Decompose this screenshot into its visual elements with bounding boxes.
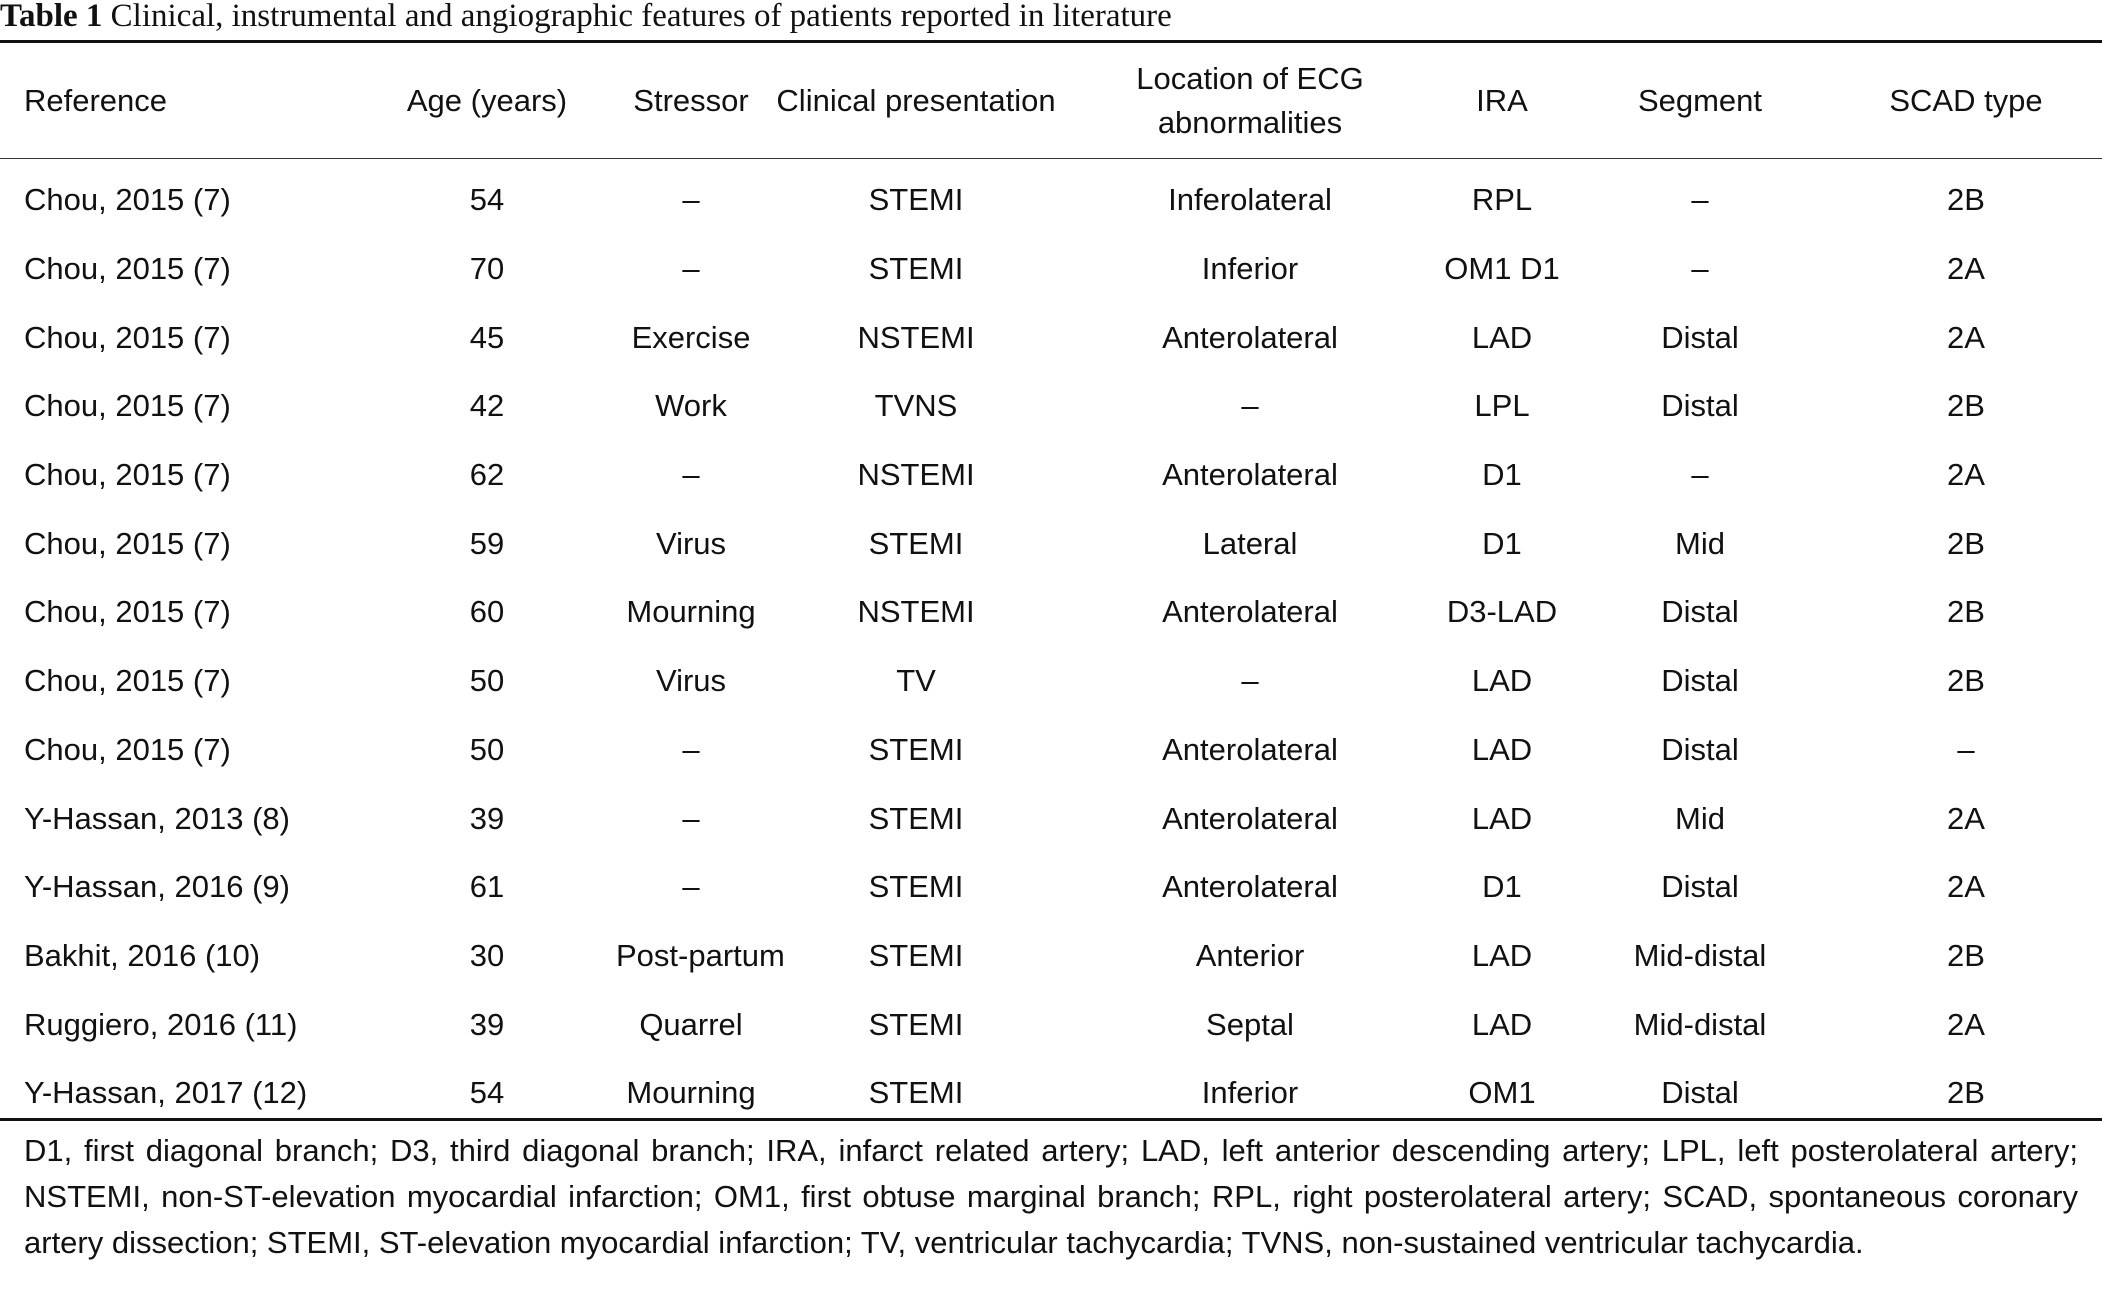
table-row [0,716,2102,785]
cell-clinical-presentation: STEMI [868,251,964,287]
cell-ecg-location: Anterolateral [1162,869,1338,905]
column-header-segment: Segment [1637,82,1763,118]
table-row [0,578,2102,647]
column-header-clinical-presentation: Clinical presentation [776,82,1056,118]
cell-age: 70 [469,251,505,287]
cell-reference: Chou, 2015 (7) [24,182,231,218]
cell-ecg-location: Septal [1206,1006,1294,1042]
column-header-ira: IRA [1476,82,1528,118]
cell-age: 50 [469,731,505,767]
cell-age: 54 [469,182,505,218]
cell-clinical-presentation: STEMI [868,525,964,561]
cell-ira: D1 [1482,869,1522,905]
cell-ira: RPL [1471,182,1533,218]
cell-scad-type: 2B [1947,182,1985,218]
cell-age: 61 [469,869,505,905]
cell-ira: LAD [1471,663,1533,699]
cell-stressor: – [682,731,700,767]
cell-scad-type: 2B [1947,388,1985,424]
cell-reference: Ruggiero, 2016 (11) [24,1006,298,1042]
cell-segment: – [1691,182,1709,218]
cell-ecg-location: Anterolateral [1162,731,1338,767]
cell-ecg-location: Inferior [1201,251,1299,287]
cell-scad-type: – [1957,731,1975,767]
cell-reference: Chou, 2015 (7) [24,731,231,767]
cell-stressor: – [682,869,700,905]
cell-segment: Mid-distal [1633,937,1767,973]
cell-ira: LAD [1471,937,1533,973]
cell-clinical-presentation: NSTEMI [857,457,975,493]
table-caption [0,0,1172,36]
column-header-ecg-location: Location of ECG abnormalities [1136,60,1364,140]
cell-scad-type: 2A [1947,457,1985,493]
cell-clinical-presentation: STEMI [868,731,964,767]
cell-age: 60 [469,594,505,630]
cell-ira: OM1 D1 [1444,251,1560,287]
cell-age: 62 [469,457,505,493]
cell-ira: LAD [1471,1006,1533,1042]
table-body [0,158,2102,1128]
cell-age: 42 [469,388,505,424]
cell-age: 50 [469,663,505,699]
cell-clinical-presentation: TVNS [874,388,958,424]
cell-segment: – [1691,457,1709,493]
cell-ecg-location: Inferior [1201,1075,1299,1111]
cell-reference: Chou, 2015 (7) [24,319,231,355]
cell-ira: LAD [1471,800,1533,836]
table-row [0,158,2102,235]
column-header-age: Age (years) [406,82,568,118]
cell-scad-type: 2A [1947,251,1985,287]
cell-ecg-location: Anterolateral [1162,319,1338,355]
cell-age: 45 [469,319,505,355]
cell-ira: D1 [1482,525,1522,561]
cell-segment: Mid-distal [1633,1006,1767,1042]
cell-stressor: Virus [655,663,727,699]
cell-age: 59 [469,525,505,561]
features-table [0,43,2102,1128]
table-row [0,1059,2102,1128]
cell-ecg-location: Anterolateral [1162,594,1338,630]
cell-ira: LPL [1474,388,1530,424]
cell-reference: Chou, 2015 (7) [24,388,231,424]
cell-ira: OM1 [1468,1075,1536,1111]
table-row [0,647,2102,716]
cell-ecg-location: – [1241,663,1259,699]
cell-reference: Chou, 2015 (7) [24,457,231,493]
table-header [0,43,2102,158]
cell-stressor: Mourning [626,1075,756,1111]
cell-clinical-presentation: STEMI [868,800,964,836]
cell-stressor: – [682,251,700,287]
cell-reference: Y-Hassan, 2016 (9) [24,869,290,905]
table-row [0,784,2102,853]
cell-stressor: – [682,182,700,218]
cell-reference: Chou, 2015 (7) [24,251,231,287]
header-row [0,43,2102,158]
cell-segment: Distal [1661,869,1739,905]
table-footnote: D1, first diagonal branch; D3, third diagonal branch; IRA, infarct related artery; LAD, left anterior descending artery; LPL, left posterolateral artery; NSTEMI, non-ST-elevation myocardial infarction; OM1, first obtuse marginal branch; RPL, right posterolateral artery; SCAD, spontaneous coronary artery dissection; STEMI, ST-elevation myocardial infarction; TV, ventricular tachycardia; TVNS, non-sustained ventricular tachycardia. [24,1133,2078,1260]
cell-segment: Distal [1661,731,1739,767]
table-row [0,372,2102,441]
cell-ecg-location: Anterolateral [1162,800,1338,836]
cell-clinical-presentation: STEMI [868,1006,964,1042]
cell-ecg-location: Inferolateral [1168,182,1332,218]
cell-age: 54 [469,1075,505,1111]
cell-scad-type: 2B [1947,937,1985,973]
cell-clinical-presentation: STEMI [868,182,964,218]
cell-segment: Mid [1675,800,1725,836]
cell-reference: Chou, 2015 (7) [24,594,231,630]
column-header-reference: Reference [24,82,168,118]
cell-stressor: – [682,457,700,493]
cell-stressor: Mourning [626,594,756,630]
cell-stressor: Work [655,388,727,424]
cell-clinical-presentation: STEMI [868,1075,964,1111]
cell-scad-type: 2B [1947,1075,1985,1111]
cell-ira: D1 [1482,457,1522,493]
column-header-scad-type: SCAD type [1889,82,2043,118]
cell-scad-type: 2A [1947,869,1985,905]
cell-scad-type: 2A [1947,800,1985,836]
table-label: Table 1 [0,0,103,34]
cell-reference: Chou, 2015 (7) [24,663,231,699]
cell-scad-type: 2A [1947,1006,1985,1042]
table-title: Clinical, instrumental and angiographic features of patients reported in literature [110,0,1172,34]
cell-stressor: – [682,800,700,836]
cell-stressor: Post-partum [616,937,785,973]
column-header-stressor: Stressor [633,82,749,118]
cell-segment: Mid [1675,525,1725,561]
table-row [0,990,2102,1059]
cell-stressor: Virus [655,525,727,561]
cell-segment: Distal [1661,319,1739,355]
cell-ira: D3-LAD [1446,594,1558,630]
cell-clinical-presentation: NSTEMI [857,319,975,355]
cell-ecg-location: Lateral [1202,525,1298,561]
cell-reference: Y-Hassan, 2017 (12) [24,1075,308,1111]
cell-segment: – [1691,251,1709,287]
cell-age: 39 [469,800,505,836]
cell-stressor: Exercise [631,319,751,355]
cell-scad-type: 2B [1947,663,1985,699]
cell-age: 30 [469,937,505,973]
cell-reference: Y-Hassan, 2013 (8) [24,800,290,836]
table-row [0,853,2102,922]
cell-clinical-presentation: NSTEMI [857,594,975,630]
cell-reference: Bakhit, 2016 (10) [24,937,261,973]
table-row [0,441,2102,510]
table-row [0,509,2102,578]
cell-clinical-presentation: STEMI [868,937,964,973]
cell-ira: LAD [1471,731,1533,767]
table-row [0,235,2102,304]
cell-clinical-presentation: STEMI [868,869,964,905]
cell-ecg-location: Anterolateral [1162,457,1338,493]
table-row [0,922,2102,991]
cell-scad-type: 2A [1947,319,1985,355]
cell-scad-type: 2B [1947,594,1985,630]
cell-segment: Distal [1661,594,1739,630]
cell-reference: Chou, 2015 (7) [24,525,231,561]
table-row [0,303,2102,372]
cell-segment: Distal [1661,388,1739,424]
cell-segment: Distal [1661,1075,1739,1111]
cell-scad-type: 2B [1947,525,1985,561]
cell-ecg-location: Anterior [1195,937,1305,973]
cell-clinical-presentation: TV [896,663,936,699]
cell-segment: Distal [1661,663,1739,699]
cell-stressor: Quarrel [639,1006,743,1042]
cell-ira: LAD [1471,319,1533,355]
cell-age: 39 [469,1006,505,1042]
cell-ecg-location: – [1241,388,1259,424]
